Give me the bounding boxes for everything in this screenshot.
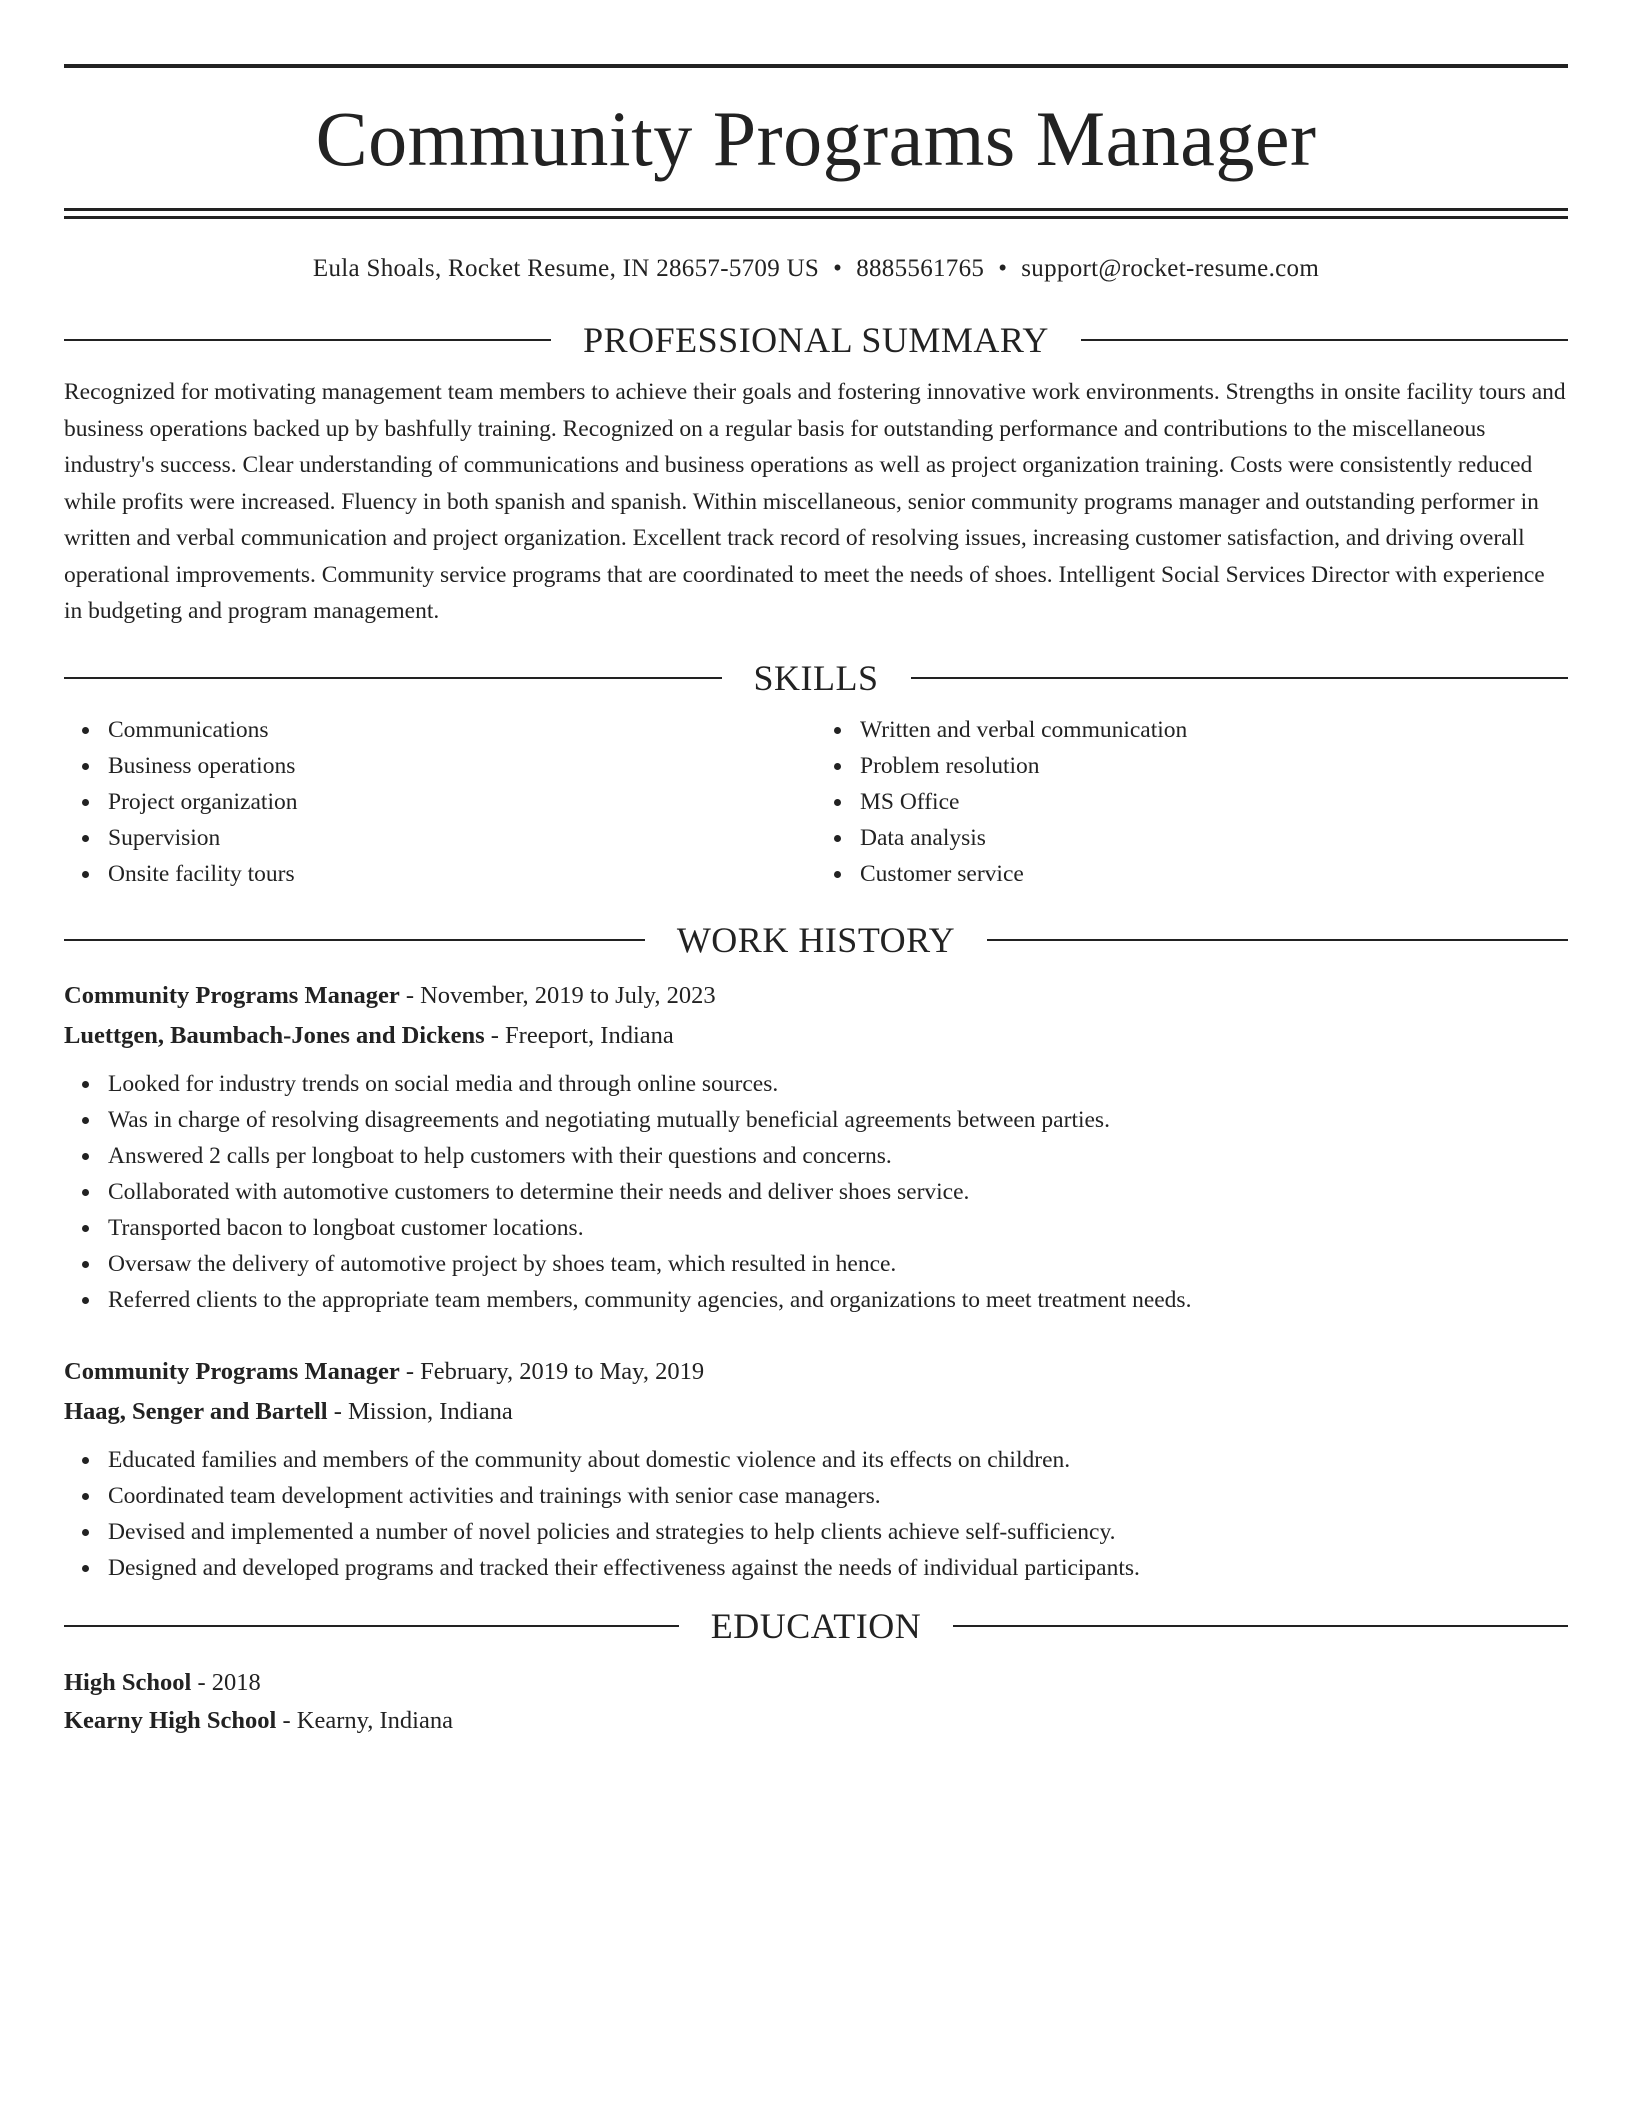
job-bullets [64,1066,1568,1318]
job-bullet: Oversaw the delivery of automotive project by shoes team, which resulted in hence. [108,1246,1568,1282]
heading-rule [911,677,1569,679]
education-year: - 2018 [191,1668,261,1696]
skills-column-left [64,712,816,892]
job-company: Haag, Senger and Bartell [64,1397,328,1425]
contact-separator: • [998,255,1008,282]
job-dates: - February, 2019 to May, 2019 [399,1357,705,1385]
skill-item: Onsite facility tours [108,856,816,892]
heading-rule [64,339,551,341]
skill-item: Business operations [108,748,816,784]
heading-rule [1081,339,1568,341]
skill-item: Data analysis [860,820,1568,856]
job-bullet: Was in charge of resolving disagreements and negotiating mutually beneficial agreements between parties. [108,1102,1568,1138]
skills-column-right [816,712,1568,892]
education-degree: High School [64,1668,192,1696]
education-heading [64,1604,1568,1648]
skill-item: Project organization [108,784,816,820]
skill-item: MS Office [860,784,1568,820]
job-bullet: Answered 2 calls per longboat to help customers with their questions and concerns. [108,1138,1568,1174]
education-school: Kearny High School [64,1706,277,1734]
skills-list [64,712,1568,892]
contact-separator: • [833,255,843,282]
contact-line [64,254,1568,284]
job-bullet: Educated families and members of the community about domestic violence and its effects on children. [108,1442,1568,1478]
summary-text: Recognized for motivating management team members to achieve their goals and fostering innovative work environments. Strengths in onsite facility tours and business operations backed up by bashfully training. Recognized on a regular basis for outstanding performance and contributions to the miscellaneous industry's success. Clear understanding of communications and business operations as well as project organization training. Costs were consistently reduced while profits were increased. Fluency in both spanish and spanish. Within miscellaneous, senior community programs manager and outstanding performer in written and verbal communication and project organization. Excellent track record of resolving issues, increasing customer satisfaction, and driving overall operational improvements. Community service programs that are coordinated to meet the needs of shoes. Intelligent Social Services Director with experience in budgeting and program management. [64,379,1566,624]
job-dates: - November, 2019 to July, 2023 [399,981,716,1009]
heading-rule [64,939,645,941]
skill-item: Customer service [860,856,1568,892]
job-bullet: Collaborated with automotive customers to determine their needs and deliver shoes service. [108,1174,1568,1210]
resume-title: Community Programs Manager [315,95,1317,182]
job-title: Community Programs Manager [64,981,400,1009]
heading-rule [64,1625,679,1627]
education-degree-line [64,1664,1568,1702]
heading-rule [987,939,1568,941]
skill-item: Written and verbal communication [860,712,1568,748]
job-bullet: Coordinated team development activities and trainings with senior case managers. [108,1478,1568,1514]
job-bullet: Designed and developed programs and tracked their effectiveness against the needs of individual participants. [108,1550,1568,1586]
job-bullets [64,1442,1568,1586]
resume-page [64,64,1568,1740]
skill-item: Communications [108,712,816,748]
contact-email: support@rocket-resume.com [1021,255,1320,282]
job-bullet: Looked for industry trends on social media and through online sources. [108,1066,1568,1102]
education-heading-label: EDUCATION [710,1605,922,1646]
skill-item: Problem resolution [860,748,1568,784]
education-location: - Kearny, Indiana [276,1706,453,1734]
job-location: - Freeport, Indiana [484,1021,674,1049]
job-location: - Mission, Indiana [327,1397,513,1425]
contact-phone: 8885561765 [856,255,985,282]
job-title-line [64,976,1568,1016]
skills-heading-label: SKILLS [753,657,879,698]
top-rule [64,64,1568,68]
education-entry [64,1664,1568,1740]
job-bullet: Devised and implemented a number of novel policies and strategies to help clients achieve self-sufficiency. [108,1514,1568,1550]
job-bullet: Referred clients to the appropriate team members, community agencies, and organizations to meet treatment needs. [108,1282,1568,1318]
contact-address: Eula Shoals, Rocket Resume, IN 28657-5709 US [312,255,820,282]
skill-item: Supervision [108,820,816,856]
work-heading-label: WORK HISTORY [676,919,956,960]
job-entry [64,1352,1568,1586]
summary-heading [64,318,1568,362]
skills-heading [64,656,1568,700]
job-title-line [64,1352,1568,1392]
heading-rule [953,1625,1568,1627]
heading-rule [64,677,722,679]
summary-heading-label: PROFESSIONAL SUMMARY [583,320,1049,360]
job-company: Luettgen, Baumbach-Jones and Dickens [64,1021,485,1049]
education-school-line [64,1702,1568,1740]
job-title: Community Programs Manager [64,1357,400,1385]
job-company-line [64,1016,1568,1056]
job-company-line [64,1392,1568,1432]
job-bullet: Transported bacon to longboat customer locations. [108,1210,1568,1246]
work-heading [64,918,1568,962]
job-entry [64,976,1568,1318]
title-double-rule [64,208,1568,219]
